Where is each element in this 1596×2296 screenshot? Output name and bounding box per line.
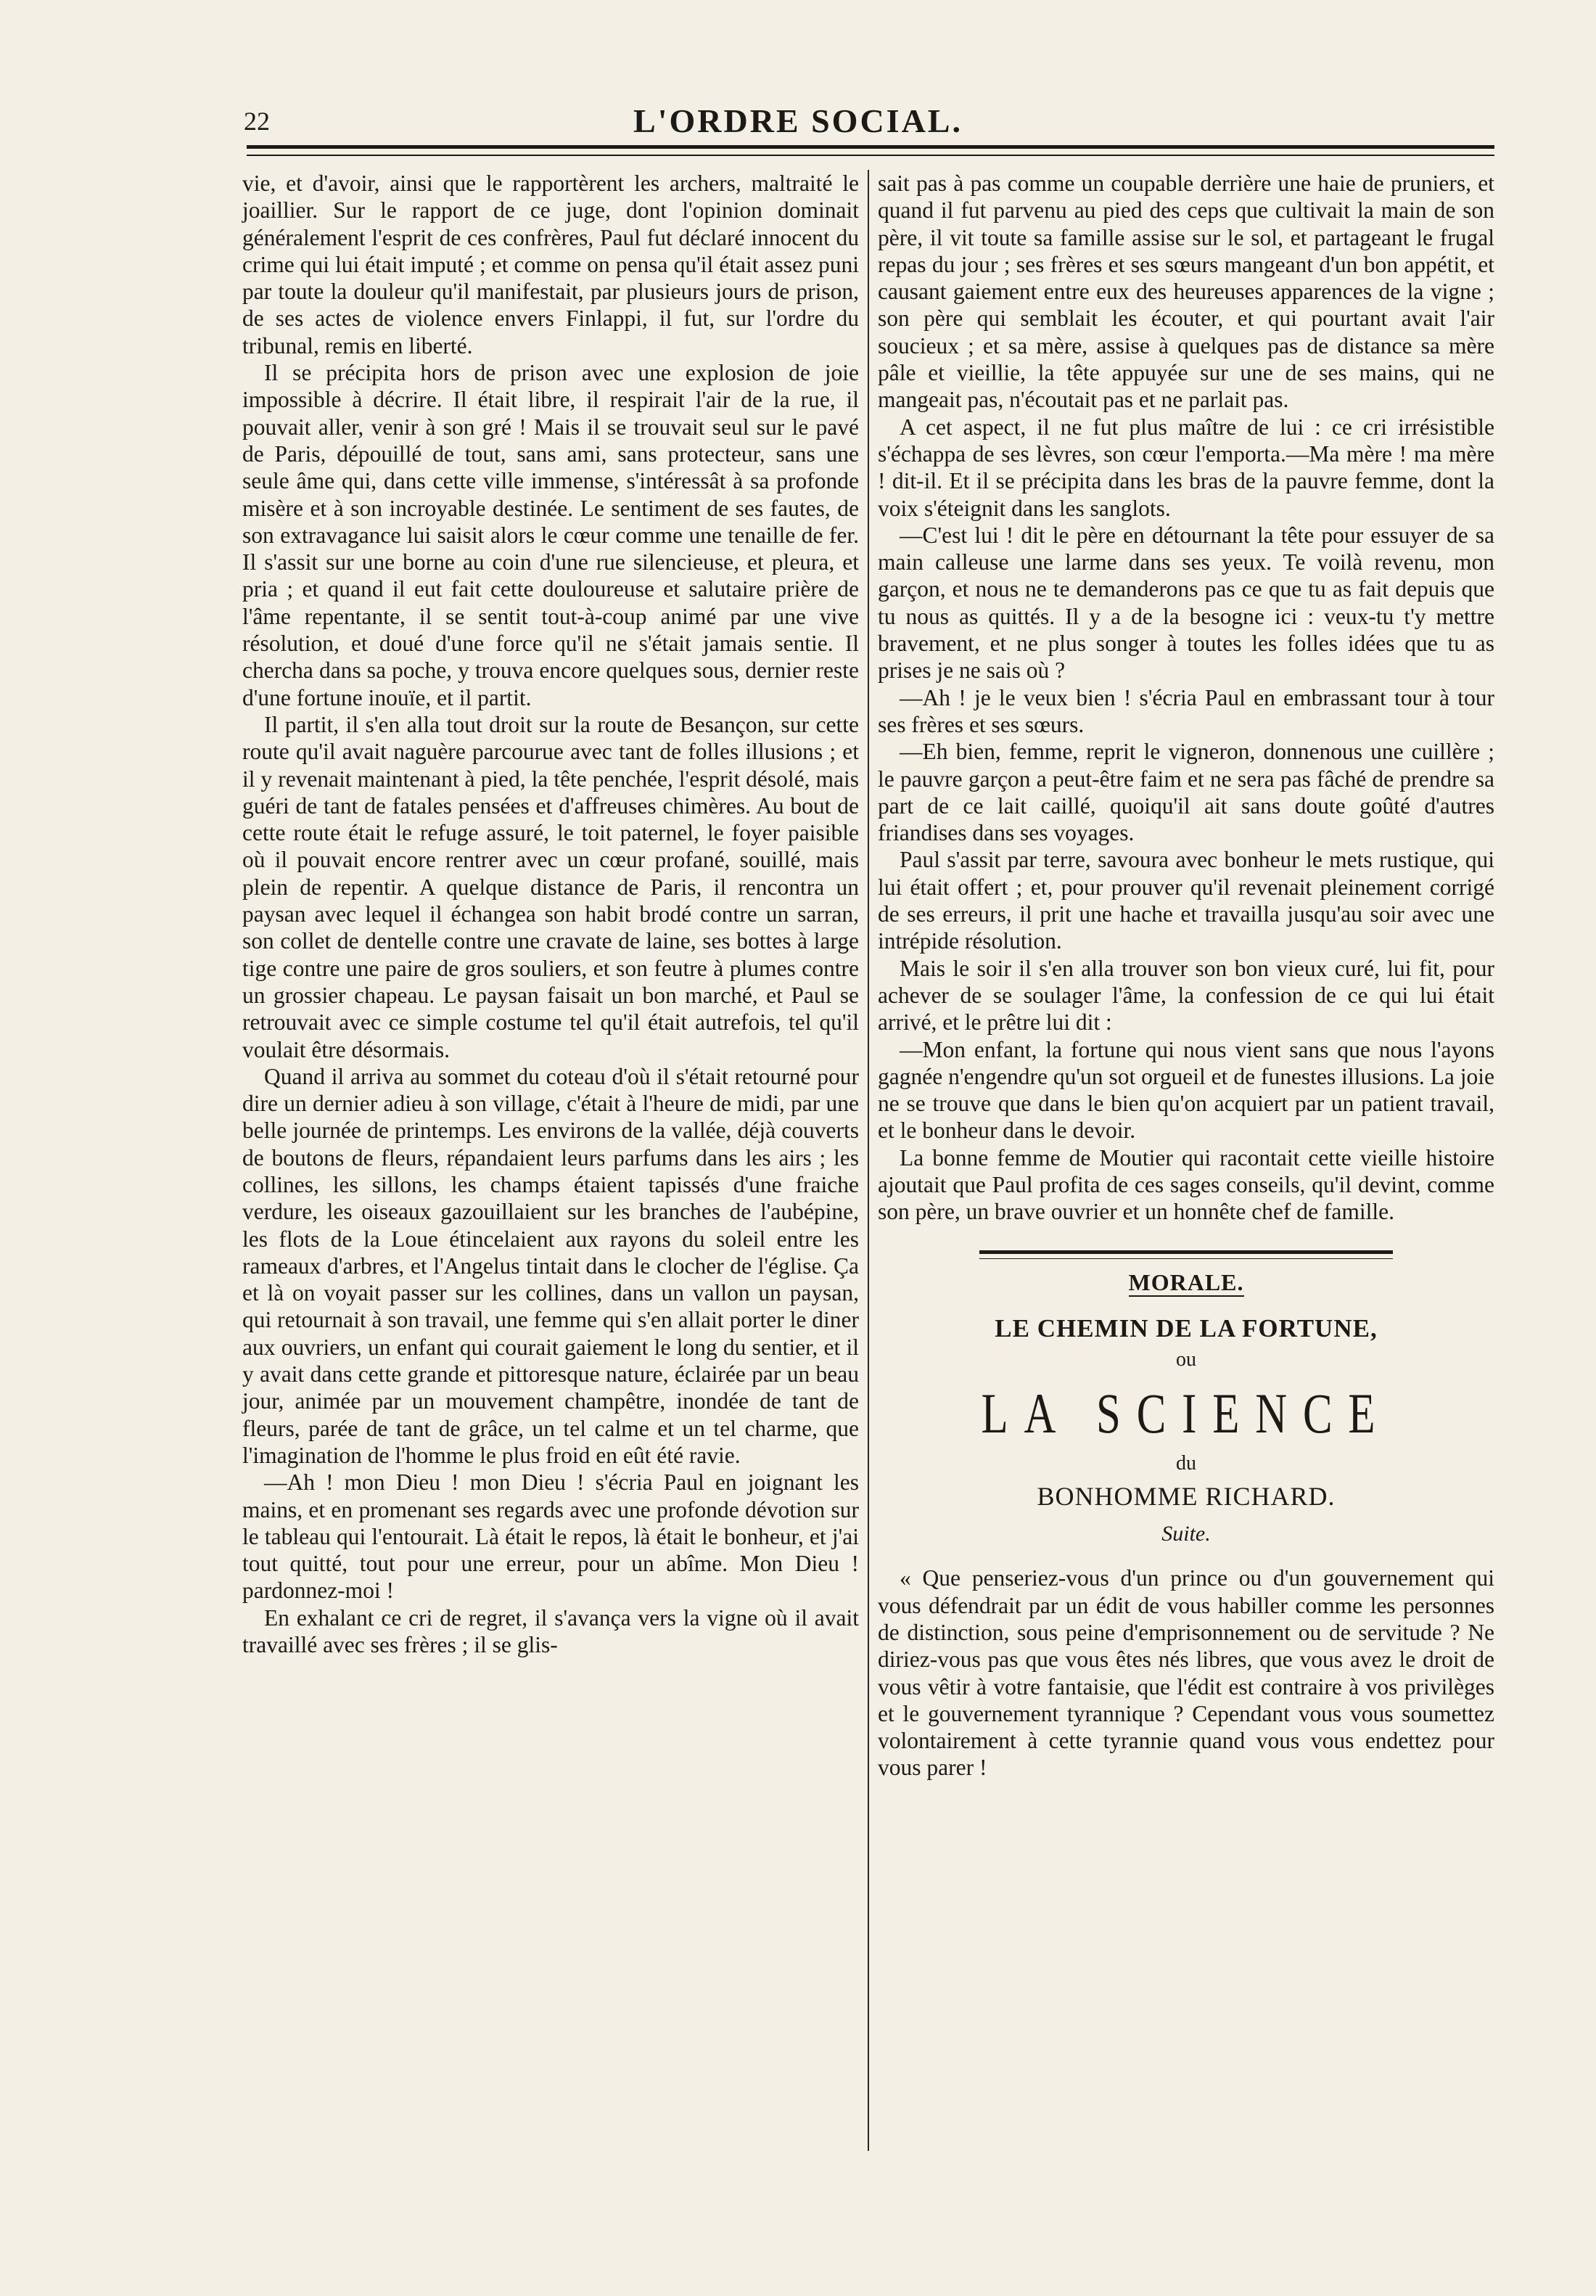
paragraph: —Ah ! je le veux bien ! s'écria Paul en embrassant tour à tour ses frères et ses sœurs. [878, 684, 1494, 737]
article-title-ou: ou [1176, 1348, 1196, 1372]
article-title: LE CHEMIN DE LA FORTUNE, [995, 1313, 1378, 1342]
paragraph: Paul s'assit par terre, savoura avec bonheur le mets rustique, qui lui était offert ; et, pour prouver qu'il revenait pleinement corrigé de ses erreurs, il prit une hache et travailla jusqu'au soir avec une intrépide résolution. [878, 847, 1494, 954]
masthead-title: L'ORDRE SOCIAL. [633, 102, 963, 139]
paragraph: Il se précipita hors de prison avec une explosion de joie impossible à décrire. Il était libre, il respirait l'air de la rue, il pouvait aller, venir à son gré ! Mais il se trouvait seul sur le pavé de Paris, dépouillé de tout, sans ami, sans protecteur, sans une seule âme qui, dans cette ville immense, s'intéressât à sa profonde misère et à son incroyable destinée. Le sentiment de ses fautes, de son extravagance lui saisit alors le cœur comme une tenaille de fer. Il s'assit sur une borne au coin d'une rue silencieuse, et pleura, et pria ; et quand il eut fait cette douloureuse et salutaire prière de l'âme repentante, il se sentit tout-à-coup animé par une vive résolution, et doué d'une force qu'il ne s'était jamais sentie. Il chercha dans sa poche, y trouva encore quelques sous, dernier reste d'une fortune inouïe, et il partit. [242, 360, 859, 710]
paragraph: sait pas à pas comme un coupable derrière une haie de pruniers, et quand il fut parvenu au pied des ceps que cultivait la main de son père, il vit toute sa famille assise sur le sol, et partageant le frugal repas du jour ; ses frères et ses sœurs mangeant d'un bon appétit, et causant gaiement entre eux des heureuses apparences de la vigne ; son père qui semblait les écouter, et qui pourtant avait l'air soucieux ; et sa mère, assise à quelques pas de distance sa mère pâle et vieillie, la tête appuyée sur une de ses mains, qui ne mangeait pas, n'écoutait pas et ne parlait pas. [878, 171, 1494, 413]
article-subtitle: BONHOMME RICHARD. [1037, 1481, 1336, 1511]
left-column [242, 170, 859, 1658]
paragraph: —Mon enfant, la fortune qui nous vient sans que nous l'ayons gagnée n'engendre qu'un sot orgueil et de funestes illusions. La joie ne se trouve que dans le bien qu'on acquiert par un patient travail, et le bonheur dans le devoir. [878, 1036, 1494, 1144]
paragraph: —C'est lui ! dit le père en détournant la tête pour essuyer de sa main calleuse une larme dans ses yeux. Te voilà revenu, mon garçon, et nous ne te demanderons pas ce que tu as fait depuis que tu nous as quittés. Il y a de la besogne ici : veux-tu t'y mettre bravement, et ne plus songer à toutes les folles idées que tu as prises je ne sais où ? [878, 522, 1494, 684]
right-column [878, 170, 1494, 1782]
article-title-du: du [1176, 1452, 1196, 1475]
page-number: 22 [244, 107, 270, 136]
article-suite: Suite. [1161, 1522, 1211, 1546]
paragraph: La bonne femme de Moutier qui racontait cette vieille histoire ajoutait que Paul profita de ces sages conseils, qu'il devint, comme son père, un brave ouvrier et un honnête chef de famille. [878, 1144, 1494, 1225]
section-rubric-text: MORALE. [1128, 1268, 1244, 1295]
header-rule [247, 145, 1494, 156]
column-divider [868, 170, 869, 2151]
paragraph: A cet aspect, il ne fut plus maître de lui : ce cri irrésistible s'échappa de ses lèvres, son cœur l'emporta.—Ma mère ! ma mère ! dit-il. Et il se précipita dans les bras de la pauvre femme, dont la voix s'éteignit dans les sanglots. [878, 414, 1494, 521]
section-rule [979, 1250, 1393, 1259]
section-rubric [878, 1269, 1494, 1296]
paragraph: —Eh bien, femme, reprit le vigneron, donnenous une cuillère ; le pauvre garçon a peut-être faim et ne sera pas fâché de prendre sa part de ce lait caillé, quoiqu'il ait sans doute goûté d'autres friandises dans ses voyages. [878, 739, 1494, 846]
paragraph: —Ah ! mon Dieu ! mon Dieu ! s'écria Paul en joignant les mains, et en promenant ses regards avec une profonde dévotion sur le tableau qui l'entourait. Là était le repos, là était le bonheur, et j'ai tout quitté, tout pour une erreur, pour un abîme. Mon Dieu ! pardonnez-moi ! [242, 1469, 859, 1604]
paragraph: vie, et d'avoir, ainsi que le rapportèrent les archers, maltraité le joaillier. Sur le rapport de ce juge, dont l'opinion dominait généralement l'esprit de ces confrères, Paul fut déclaré innocent du crime qui lui était imputé ; et comme on pensa qu'il était assez puni par toute la douleur qu'il manifestait, par plusieurs jours de prison, de ses actes de violence envers Finlappi, il fut, sur l'ordre du tribunal, remis en liberté. [242, 171, 859, 358]
paragraph: Quand il arriva au sommet du coteau d'où il s'était retourné pour dire un dernier adieu à son village, c'était à l'heure de midi, par une belle journée de printemps. Les environs de la vallée, déjà couverts de boutons de fleurs, répandaient leurs parfums dans les airs ; les collines, les sillons, les champs étaient tapissés d'une fraiche verdure, les oiseaux gazouillaient sur les branches de l'aubépine, les flots de la Loue étincelaient aux rayons du soleil entre les rameaux d'arbres, et l'Angelus tintait dans le clocher de l'église. Ça et là on voyait passer sur les collines, dans un vallon un paysan, qui retournait à son travail, une femme qui s'en allait porter le diner aux ouvriers, un enfant qui courait gaiement le long du sentier, et il y avait dans cette grande et pittoresque nature, éclairée par un beau jour, animée par un mouvement champêtre, inondée de tant de fleurs, parée de tant de grâce, un tel calme et un tel charme, que l'imagination de l'homme le plus froid en eût été ravie. [242, 1063, 859, 1468]
paragraph: « Que penseriez-vous d'un prince ou d'un gouvernement qui vous défendrait par un édit de vous habiller comme les personnes de distinction, sous peine d'emprisonnement ou de servitude ? Ne diriez-vous pas que vous êtes nés libres, que vous avez le droit de vous vêtir à votre fantaisie, que l'édit est contraire à vos privilèges et le gouvernement tyrannique ? Cependant vous vous soumettez volontairement à cette tyrannie quand vous vous endettez pour vous parer ! [878, 1565, 1494, 1781]
paragraph: Mais le soir il s'en alla trouver son bon vieux curé, lui fit, pour achever de se soulager l'âme, la confession de ce qui lui était arrivé, et le prêtre lui dit : [878, 955, 1494, 1036]
article-title-large: LA SCIENCE [981, 1382, 1391, 1446]
paragraph: Il partit, il s'en alla tout droit sur la route de Besançon, sur cette route qu'il avait naguère parcourue avec tant de folles illusions ; et il y revenait maintenant à pied, la tête penchée, l'esprit désolé, mais guéri de tant de fatales pensées et d'affreuses chimères. Au bout de cette route était le refuge assuré, le toit paternel, le foyer paisible où il pouvait encore rentrer avec un cœur profané, souillé, mais plein de repentir. A quelque distance de Paris, il rencontra un paysan avec lequel il échangea son habit brodé contre un sarran, son collet de dentelle contre une cravate de laine, ses bottes à large tige contre une paire de gros souliers, et son feutre à plumes contre un grossier chapeau. Le paysan faisait un bon marché, et Paul se retrouvait avec ce simple costume tel qu'il était autrefois, tel qu'il voulait être désormais. [242, 711, 859, 1062]
paragraph: En exhalant ce cri de regret, il s'avança vers la vigne où il avait travaillé avec ses frères ; il se glis- [242, 1604, 859, 1658]
